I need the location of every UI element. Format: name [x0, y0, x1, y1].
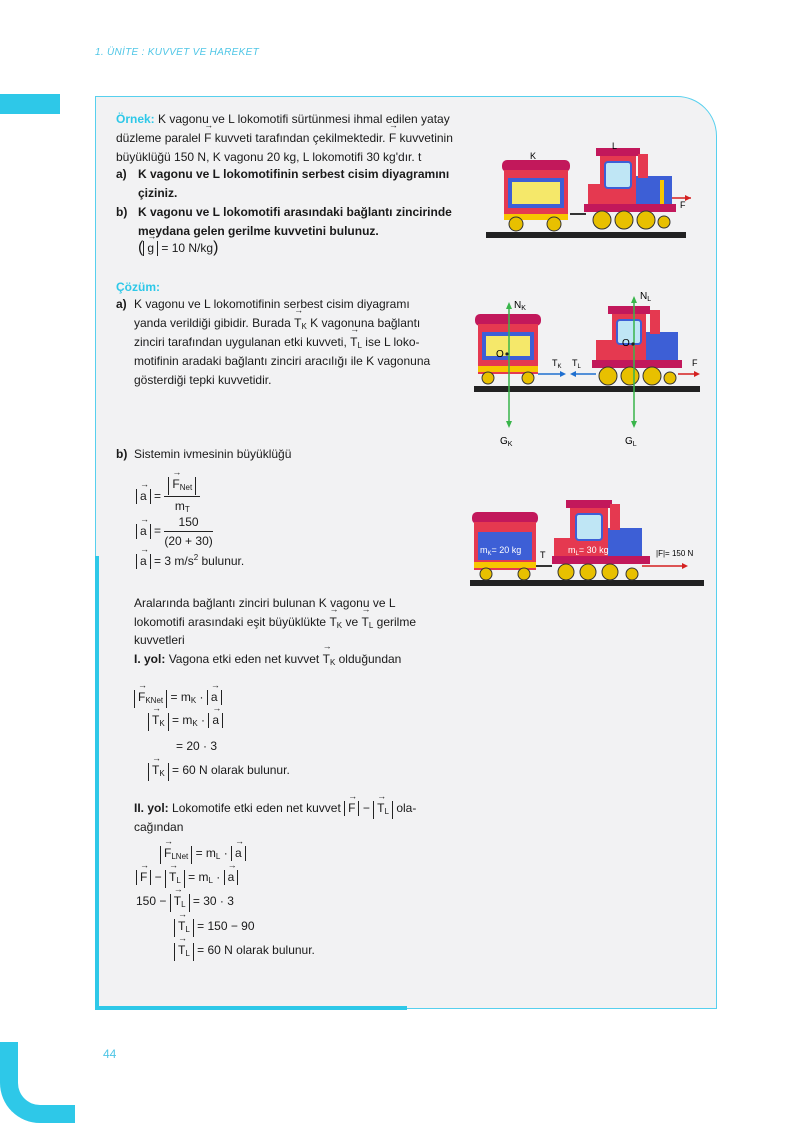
weight-l-arrowhead	[631, 421, 637, 428]
gravity-note: (→ g = 10 N/kg)	[138, 240, 218, 257]
force-f-arrowhead	[682, 563, 688, 569]
question-a-text: çiziniz.	[138, 186, 178, 200]
example-label: Örnek:	[116, 112, 155, 126]
gravity-value: = 10 N/kg	[161, 241, 214, 255]
mass-k-label: $m_K= 20$ kg	[480, 545, 522, 557]
question-a-label: a)	[116, 167, 127, 181]
solution-text: lokomotifi arasındaki eşit büyüklükte	[134, 615, 327, 629]
tension-intro-1: Aralarında bağlantı zinciri bulunan K vagonu ve L	[134, 596, 396, 610]
way1-eq-2: → $T_K = m_K$ · → a	[148, 712, 223, 732]
wagon-k	[475, 314, 541, 384]
solution-text: ise L loko-	[365, 335, 420, 349]
label-f: F	[680, 200, 686, 210]
way2-label: II. yol:	[134, 801, 169, 815]
force-f-symbol: → F	[389, 130, 396, 147]
ground-line	[470, 580, 704, 586]
page-number: 44	[103, 1047, 117, 1061]
way2-eq-4: → $T_L = 150 - 90$	[174, 918, 255, 937]
force-f-arrowhead	[685, 195, 691, 201]
solution-b-label: b)	[116, 447, 128, 461]
way1-eq-1: → $F_{KNet} = m_K$ · → a	[134, 689, 222, 709]
equation-acceleration-2: → a = $\frac{150}{(20 + 30)}$	[136, 514, 213, 549]
acceleration-suffix: bulunur.	[198, 554, 245, 568]
way2-text: Lokomotife etki eden net kuvvet	[172, 801, 341, 815]
label-k: K	[530, 151, 537, 161]
solution-a-label: a)	[116, 297, 127, 311]
way2-suffix: ola-	[396, 801, 417, 815]
wagon-k	[502, 160, 570, 231]
force-f-arrowhead	[694, 371, 700, 377]
mass-l-label: $m_L= 30$ kg	[568, 545, 609, 557]
way2-eq4-rhs: = 150 − 90	[197, 919, 255, 933]
exponent: 2	[193, 553, 199, 562]
tension-l-symbol: → $T_L$	[362, 614, 374, 635]
ground-line	[474, 386, 700, 392]
force-value-label: |F|= 150 N	[656, 549, 694, 558]
way1-text: Vagona etki eden net kuvvet	[168, 652, 320, 666]
tension-k-arrowhead	[560, 371, 566, 377]
label-l: L	[612, 141, 618, 151]
total-mass-symbol: m	[174, 499, 185, 513]
solution-text: motifinin aradaki bağlantı zinciri aracılığı ile K vagonuna	[134, 354, 431, 368]
label-o-l: O	[622, 338, 630, 349]
way2-eq-2: → F − → $T_L = m_L$ · → a	[136, 869, 238, 889]
normal-l-arrowhead	[631, 296, 637, 303]
solution-text: zinciri tarafından uygulanan etki kuvveti,	[134, 335, 347, 349]
locomotive-l	[584, 148, 676, 229]
tension-k-symbol: → $T_K$	[329, 614, 342, 635]
center-k-dot	[505, 352, 508, 355]
question-b-label: b)	[116, 205, 128, 219]
label-nl: $N_L$	[640, 291, 652, 303]
solution-label: Çözüm:	[116, 280, 160, 294]
label-tk: $T_K$	[552, 358, 562, 370]
eq-numerator: 150	[164, 514, 212, 532]
force-f-symbol: → F	[204, 130, 211, 147]
way2-eq3-rhs: = 30 · 3	[192, 894, 234, 908]
tension-l-arrowhead	[570, 371, 576, 377]
question-b-text: meydana gelen gerilme kuvvetini bulunuz.	[138, 224, 379, 238]
way2-eq-3: 150 − → $T_L = 30 \cdot 3$	[136, 893, 234, 912]
way1-label: I. yol:	[134, 652, 166, 666]
example-text: K vagonu ve L lokomotifi sürtünmesi ihmal edilen yatay	[158, 112, 450, 126]
label-gk: $G_K$	[500, 436, 513, 448]
card-accent-left	[95, 556, 99, 1009]
example-text: düzleme paralel	[116, 131, 201, 145]
locomotive-l	[552, 500, 650, 580]
way1-line	[134, 651, 401, 672]
solution-text: gerilme	[376, 615, 416, 629]
tension-k-symbol: → $T_K$	[323, 651, 336, 672]
way2-result-text: = 60 N olarak bulunur.	[197, 943, 315, 957]
train-figure-masses	[466, 496, 710, 592]
locomotive-l	[592, 306, 682, 385]
example-line-1	[116, 111, 450, 128]
ground-line	[486, 232, 686, 238]
label-f: F	[692, 358, 698, 368]
normal-k-arrowhead	[506, 302, 512, 309]
way2-result: → $T_L = 60$ N olarak bulunur.	[174, 942, 315, 961]
way1-suffix: olduğundan	[338, 652, 402, 666]
way2-eq-1: → $F_{LNet} = m_L$ · → a	[160, 845, 246, 865]
question-a-text: K vagonu ve L lokomotifinin serbest cisim diyagramını	[138, 167, 450, 181]
center-l-dot	[631, 342, 634, 345]
way2-line-2: cağından	[134, 820, 184, 834]
label-t: T	[540, 550, 546, 560]
equation-acceleration-1: → a = → $\frac{F_{Net}}{m_T}$	[136, 476, 200, 518]
solution-b-intro: Sistemin ivmesinin büyüklüğü	[134, 447, 292, 461]
way2-line: II. yol: Lokomotife etki eden net kuvvet → F − → $T_L$ ola-	[134, 800, 416, 819]
solution-a-line-3	[134, 334, 420, 355]
label-gl: $G_L$	[625, 436, 637, 448]
example-line-3: büyüklüğü 150 N, K vagonu 20 kg, L lokomotifi 30 kg'dır. t	[116, 150, 422, 164]
way1-eq-3: = 20 · 3	[176, 739, 218, 753]
question-b-text: K vagonu ve L lokomotifi arasındaki bağlantı zincirinde	[138, 205, 452, 219]
example-line-2	[116, 130, 453, 147]
equation-acceleration-3: → a = 3 $m/s^2$ bulunur.	[136, 550, 244, 569]
label-o-k: O	[496, 349, 504, 360]
example-text: kuvveti tarafından çekilmektedir.	[214, 131, 386, 145]
tension-k-symbol: → $T_K$	[294, 315, 307, 336]
way2-eq3-lhs: 150 −	[136, 894, 167, 908]
solution-text: yanda verildiği gibidir. Burada	[134, 316, 291, 330]
card-accent-bottom	[95, 1006, 407, 1010]
solution-text: kuvvetleri	[134, 633, 185, 647]
train-figure-1	[484, 140, 696, 242]
eq-denominator: 20 + 30	[168, 534, 209, 548]
tension-l-symbol: → $T_L$	[350, 334, 362, 355]
side-tab	[0, 94, 60, 114]
weight-k-arrowhead	[506, 421, 512, 428]
page-corner-decoration	[0, 1042, 75, 1123]
solution-text: gösterdiği tepki kuvvetidir.	[134, 373, 272, 387]
acceleration-value: = 3 m/s	[154, 554, 194, 568]
solution-a-text: K vagonu ve L lokomotifinin serbest cisim diyagramı	[134, 297, 410, 311]
example-text: kuvvetinin	[399, 131, 453, 145]
solution-a-line-2	[134, 315, 420, 336]
solution-text: K vagonuna bağlantı	[310, 316, 421, 330]
way1-result: → $T_K = 60$ N olarak bulunur.	[148, 762, 290, 781]
label-tl: $T_L$	[572, 358, 581, 370]
solution-text: ve	[345, 615, 359, 629]
label-nk: $N_K$	[514, 300, 526, 312]
unit-header: 1. ÜNİTE : KUVVET VE HAREKET	[95, 47, 259, 58]
free-body-diagram	[472, 282, 704, 452]
way1-result-text: = 60 N olarak bulunur.	[172, 763, 290, 777]
